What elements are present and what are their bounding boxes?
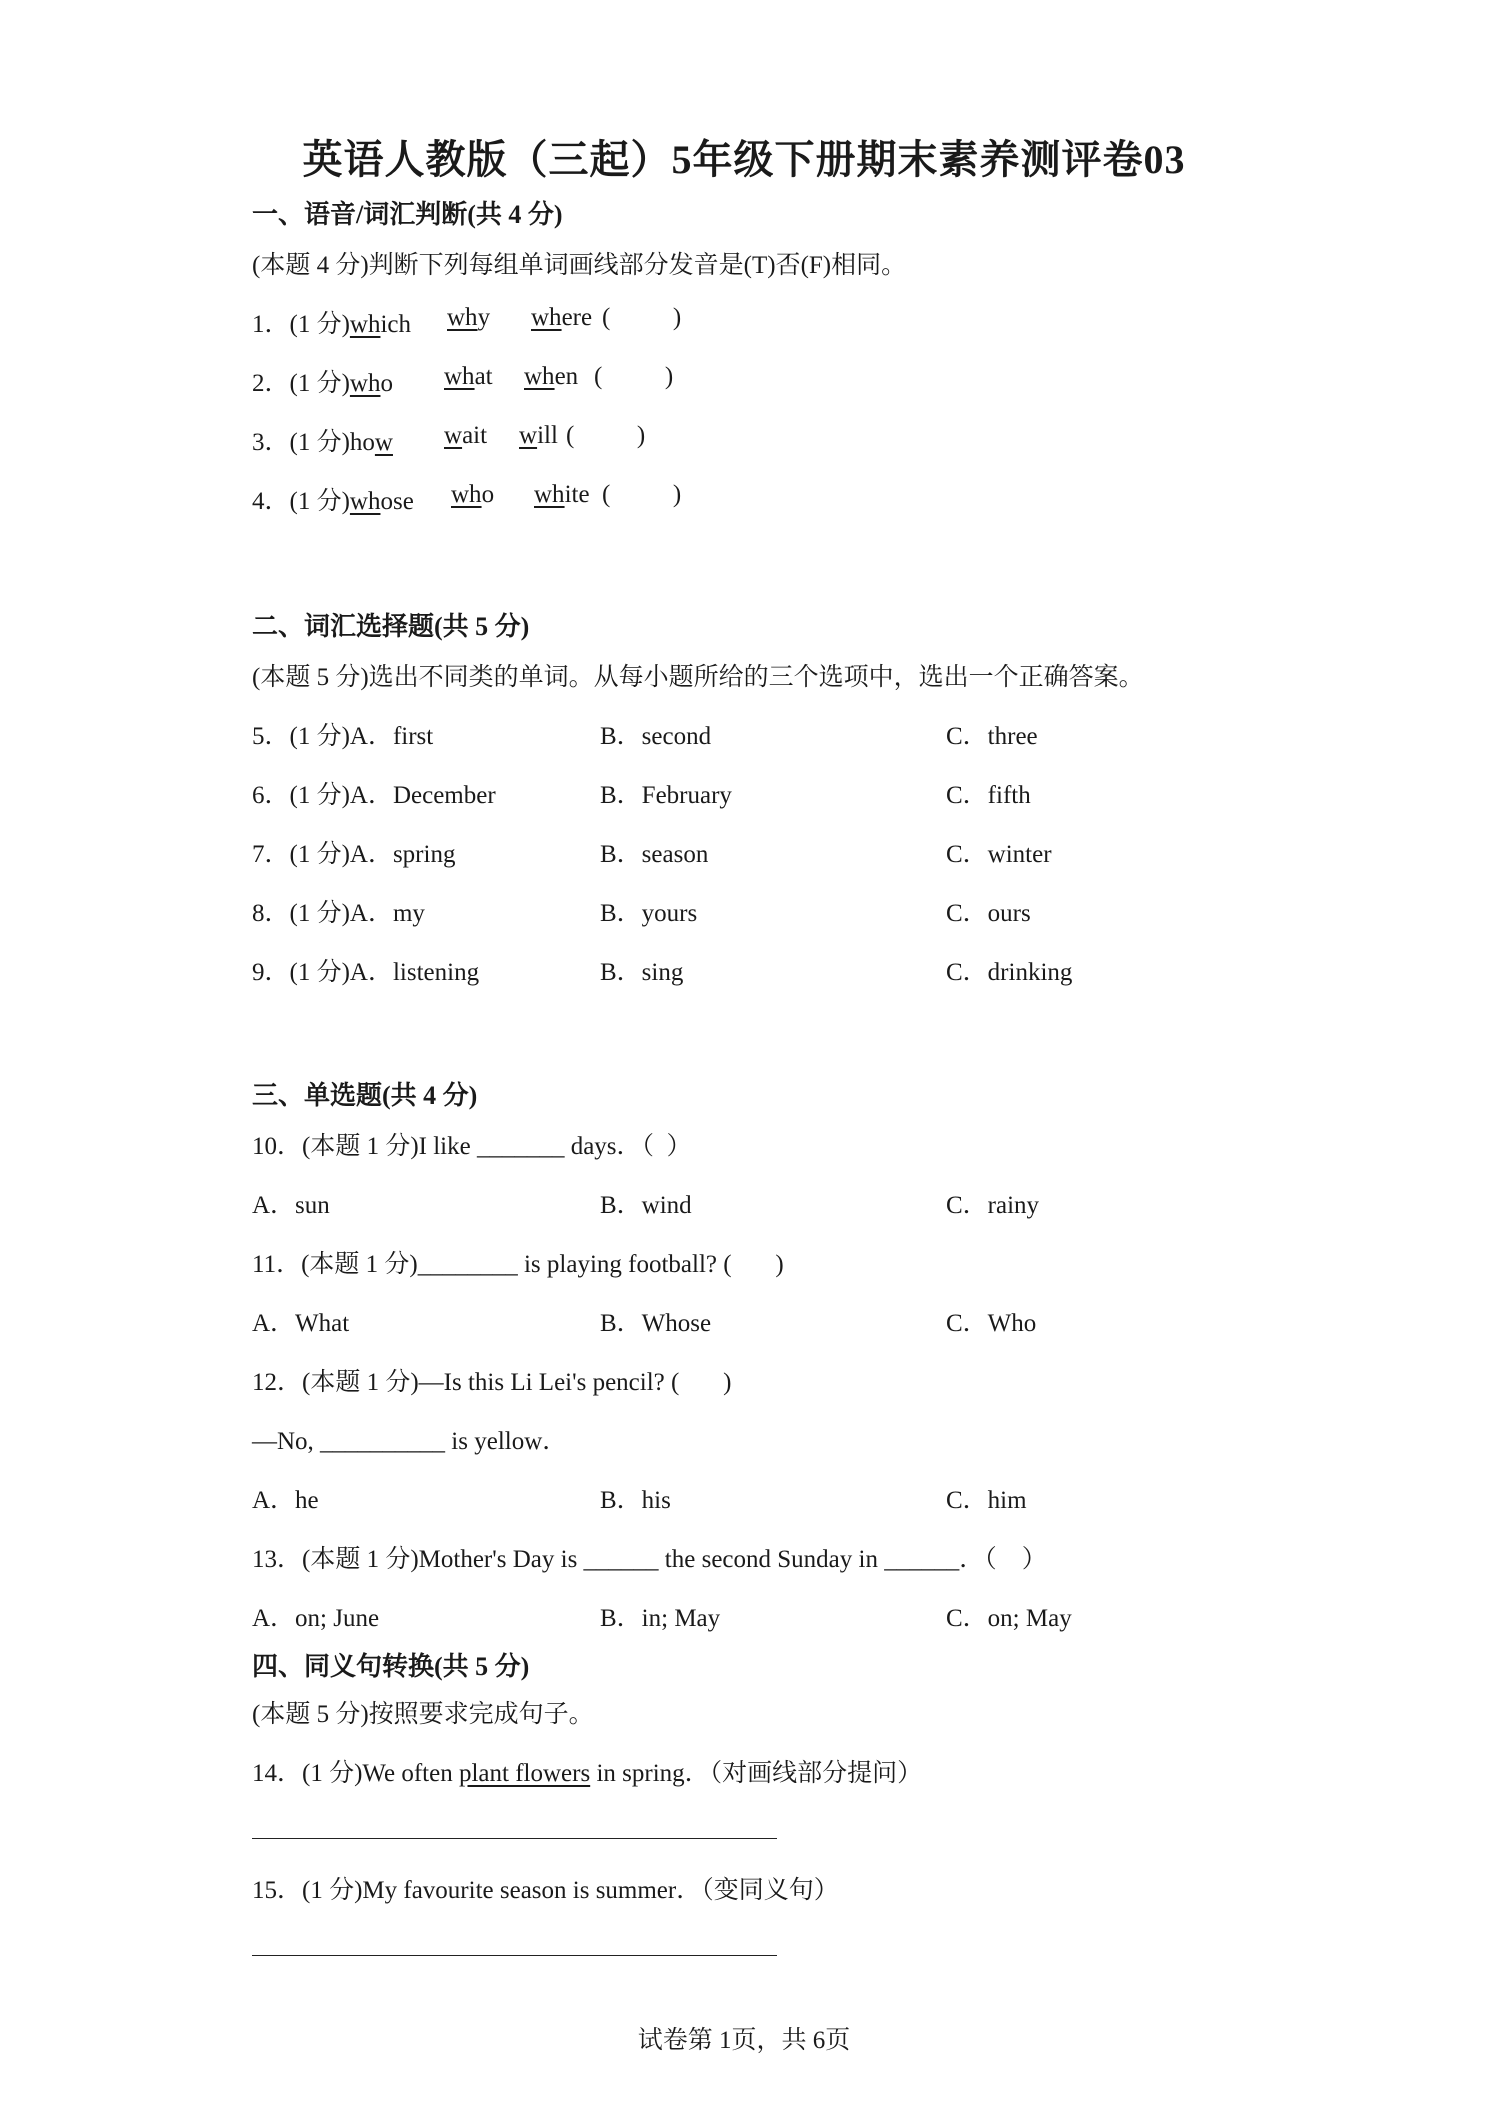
q1-word3-underlined: wh <box>531 304 562 331</box>
q13-option-c[interactable]: C．on; May <box>946 1605 1072 1632</box>
q4-word2-rest: o <box>481 481 495 508</box>
q4-prefix: 4．(1 分) <box>252 488 350 515</box>
q7-option-c[interactable]: C．winter <box>946 841 1052 868</box>
q8-option-c[interactable]: C．ours <box>946 900 1031 927</box>
q5-option-b[interactable]: B．second <box>600 723 712 750</box>
q2-word2-underlined: wh <box>444 363 475 390</box>
q4-word1-underlined: wh <box>349 488 381 515</box>
q4-answer-blank[interactable]: ( ) <box>602 481 682 508</box>
q1-word2-underlined: wh <box>447 304 478 331</box>
q9-option-b[interactable]: B．sing <box>600 959 684 986</box>
q14-text-end: in spring．（对画线部分提问） <box>590 1760 923 1787</box>
q3-word2 <box>444 422 487 450</box>
q3-word1-underlined: w <box>374 429 393 456</box>
q11-option-c[interactable]: C．Who <box>946 1310 1037 1337</box>
section-2-heading: 二、词汇选择题(共 5 分) <box>252 612 530 641</box>
q12-option-c[interactable]: C．him <box>946 1487 1027 1514</box>
q8-option-b[interactable]: B．yours <box>600 900 698 927</box>
q1-word3-rest: ere <box>561 304 593 331</box>
q12-option-a[interactable]: A．he <box>252 1487 319 1514</box>
q15-answer-line[interactable] <box>252 1955 777 1956</box>
q10-option-b[interactable]: B．wind <box>600 1192 692 1219</box>
q9-option-c[interactable]: C．drinking <box>946 959 1073 986</box>
q14-underlined-phrase: plant flowers <box>458 1760 591 1787</box>
q4-word2-underlined: wh <box>451 481 482 508</box>
q7-option-b[interactable]: B．season <box>600 841 709 868</box>
q3-word3-underlined: w <box>519 422 538 449</box>
q12-stem-line2: —No, __________ is yellow． <box>252 1428 568 1455</box>
q12-option-b[interactable]: B．his <box>600 1487 671 1514</box>
q1-prefix: 1．(1 分) <box>252 311 350 338</box>
q7-option-a[interactable]: 7．(1 分)A．spring <box>252 841 456 868</box>
q9-option-a[interactable]: 9．(1 分)A．listening <box>252 959 480 986</box>
q3-word3 <box>519 422 558 450</box>
q2-answer-blank[interactable]: ( ) <box>594 363 674 390</box>
q5-option-a[interactable]: 5．(1 分)A．first <box>252 723 434 750</box>
q11-option-b[interactable]: B．Whose <box>600 1310 712 1337</box>
section-4-heading: 四、同义句转换(共 5 分) <box>252 1652 530 1681</box>
q13-stem: 13．(本题 1 分)Mother's Day is ______ the second Sunday in ______．（ ） <box>252 1546 1047 1573</box>
q8-option-a[interactable]: 8．(1 分)A．my <box>252 900 425 927</box>
q14-text-start: 14．(1 分)We often <box>252 1760 459 1787</box>
q3-word3-rest: ill <box>537 422 558 449</box>
q13-option-b[interactable]: B．in; May <box>600 1605 721 1632</box>
question-15: 15．(1 分)My favourite season is summer．（变同义句） <box>252 1877 839 1904</box>
question-2 <box>252 363 393 399</box>
q3-word2-underlined: w <box>444 422 463 449</box>
q13-option-a[interactable]: A．on; June <box>252 1605 380 1632</box>
section-2-instruction: (本题 5 分)选出不同类的单词。从每小题所给的三个选项中，选出一个正确答案。 <box>252 664 1144 691</box>
q1-answer-blank[interactable]: ( ) <box>602 304 682 331</box>
q6-option-a[interactable]: 6．(1 分)A．December <box>252 782 496 809</box>
q3-prefix: 3．(1 分) <box>252 429 350 456</box>
q2-word2-rest: at <box>474 363 493 390</box>
section-4-instruction: (本题 5 分)按照要求完成句子。 <box>252 1701 594 1728</box>
q6-option-c[interactable]: C．fifth <box>946 782 1031 809</box>
q4-word3 <box>534 481 590 509</box>
q3-word1-start: ho <box>349 429 375 456</box>
page-footer: 试卷第 1页，共 6页 <box>637 2027 851 2054</box>
page-title: 英语人教版（三起）5年级下册期末素养测评卷03 <box>302 137 1186 182</box>
q4-word3-underlined: wh <box>534 481 565 508</box>
q11-option-a[interactable]: A．What <box>252 1310 350 1337</box>
q2-word3-underlined: wh <box>524 363 555 390</box>
q1-word2 <box>447 304 490 332</box>
q6-option-b[interactable]: B．February <box>600 782 732 809</box>
q1-word3 <box>531 304 592 332</box>
q14-answer-line[interactable] <box>252 1838 777 1839</box>
q2-word2 <box>444 363 493 391</box>
question-4 <box>252 481 414 517</box>
q2-word1-underlined: wh <box>349 370 381 397</box>
q12-stem: 12．(本题 1 分)—Is this Li Lei's pencil? ( ) <box>252 1369 732 1396</box>
q2-word1-rest: o <box>380 370 393 397</box>
section-1-heading: 一、语音/词汇判断(共 4 分) <box>252 200 563 229</box>
q1-word1-rest: ich <box>380 311 412 338</box>
q2-word3 <box>524 363 578 391</box>
question-3 <box>252 422 393 458</box>
q4-word2 <box>451 481 494 509</box>
section-3-heading: 三、单选题(共 4 分) <box>252 1081 478 1110</box>
q4-word3-rest: ite <box>564 481 590 508</box>
q11-stem: 11．(本题 1 分)________ is playing football? ( ) <box>252 1251 784 1278</box>
question-14 <box>252 1753 922 1789</box>
q2-word3-rest: en <box>554 363 579 390</box>
q3-answer-blank[interactable]: ( ) <box>566 422 646 449</box>
q4-word1-rest: ose <box>380 488 414 515</box>
q1-word1-underlined: wh <box>349 311 381 338</box>
q10-option-c[interactable]: C．rainy <box>946 1192 1040 1219</box>
q10-option-a[interactable]: A．sun <box>252 1192 330 1219</box>
q5-option-c[interactable]: C．three <box>946 723 1038 750</box>
q1-word2-rest: y <box>477 304 491 331</box>
question-1 <box>252 304 411 340</box>
section-1-instruction: (本题 4 分)判断下列每组单词画线部分发音是(T)否(F)相同。 <box>252 252 907 279</box>
q10-stem: 10．(本题 1 分)I like _______ days．（ ） <box>252 1133 692 1160</box>
q3-word2-rest: ait <box>462 422 488 449</box>
q2-prefix: 2．(1 分) <box>252 370 350 397</box>
